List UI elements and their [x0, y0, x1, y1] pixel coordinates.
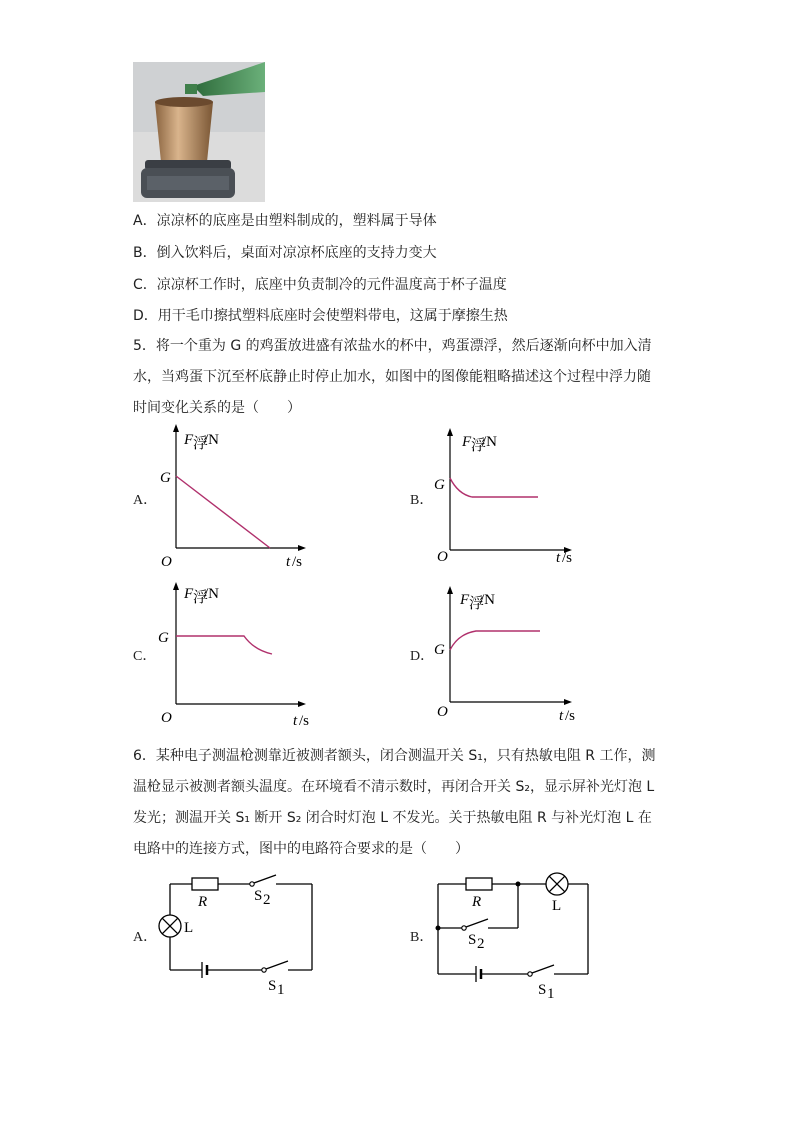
- q5-option-d-label: D．: [410, 649, 435, 664]
- g-mark: G: [434, 477, 445, 493]
- label-s2: S: [254, 888, 263, 904]
- q6-option-a-label: A．: [133, 930, 158, 945]
- x-axis-unit: /s: [292, 554, 303, 570]
- resistor-r: [192, 878, 218, 890]
- g-mark: G: [160, 470, 171, 486]
- label-s2-sub: 2: [263, 892, 271, 908]
- q5-graph-c: [150, 578, 320, 728]
- q5-option-b-label: B．: [410, 493, 434, 508]
- label-r: R: [198, 894, 208, 910]
- q6-circuit-b: [428, 866, 603, 1000]
- x-axis-unit: /s: [562, 550, 573, 566]
- q4-option-c: C．凉凉杯工作时，底座中负责制冷的元件温度高于杯子温度: [133, 277, 507, 293]
- switch-s2: [466, 919, 488, 927]
- q4-option-a: A．凉凉杯的底座是由塑料制成的，塑料属于导体: [133, 213, 437, 229]
- q4-option-d: D．用干毛巾擦拭塑料底座时会使塑料带电，这属于摩擦生热: [133, 308, 508, 324]
- origin-label: O: [437, 549, 448, 565]
- y-axis-label-f: F: [460, 592, 470, 608]
- x-axis-var: t: [559, 708, 564, 724]
- y-axis-label-unit: /N: [480, 592, 495, 608]
- label-l: L: [552, 898, 562, 914]
- label-s2: S: [468, 932, 477, 948]
- label-r: R: [472, 894, 482, 910]
- g-mark: G: [434, 642, 445, 658]
- q5-question-text: 5．将一个重为 G 的鸡蛋放进盛有浓盐水的杯中，鸡蛋漂浮，然后逐渐向杯中加入清水，当鸡蛋下沉至杯底静止时停止加水，如图中的图像能粗略描述这个过程中浮力随时间变化关系的是（ ）: [133, 338, 652, 416]
- x-axis-var: t: [286, 554, 291, 570]
- resistor-r: [466, 878, 492, 890]
- y-axis-label-f: F: [184, 586, 194, 602]
- label-s1: S: [268, 978, 277, 994]
- y-axis-label-sub: 浮: [193, 590, 209, 606]
- q5-graph-d: [428, 582, 588, 727]
- y-axis-label-f: F: [184, 432, 194, 448]
- label-s1: S: [538, 982, 547, 998]
- origin-label: O: [161, 554, 172, 570]
- q6-circuit-a: [150, 866, 330, 996]
- y-axis-label-sub: 浮: [471, 438, 487, 454]
- g-mark: G: [158, 630, 169, 646]
- q4-option-b: B．倒入饮料后，桌面对凉凉杯底座的支持力变大: [133, 245, 437, 261]
- switch-s1: [266, 961, 288, 969]
- y-axis-label-sub: 浮: [469, 596, 485, 612]
- x-axis-var: t: [556, 550, 561, 566]
- q5-option-c-label: C．: [133, 649, 157, 664]
- label-l: L: [184, 920, 194, 936]
- label-s2-sub: 2: [477, 936, 485, 952]
- q6-question-text: 6．某种电子测温枪测靠近被测者额头，闭合测温开关 S₁，只有热敏电阻 R 工作，测温枪显示被测者额头温度。在环境看不清示数时，再闭合开关 S₂，显示屏补光灯泡 L 发光；测温开关 S₁ 断开 S₂ 闭合时灯泡 L 不发光。关于热敏电阻 R 与补光灯泡 L 在电路中的连接方式，图中的电路符合要求的是（ ）: [133, 748, 656, 857]
- x-axis-unit: /s: [299, 713, 310, 728]
- origin-label: O: [437, 704, 448, 720]
- y-axis-label-f: F: [462, 434, 472, 450]
- y-axis-label-unit: /N: [204, 432, 219, 448]
- y-axis-label-unit: /N: [482, 434, 497, 450]
- origin-label: O: [161, 710, 172, 726]
- x-axis-var: t: [293, 713, 298, 728]
- switch-s2: [254, 875, 276, 883]
- cooling-cup-photo: [133, 62, 265, 202]
- y-axis-label-unit: /N: [204, 586, 219, 602]
- q5-graph-b: [428, 422, 588, 567]
- y-axis-label-sub: 浮: [193, 436, 209, 452]
- q5-graph-a: [150, 420, 320, 570]
- q5-option-a-label: A．: [133, 493, 158, 508]
- label-s1-sub: 1: [547, 986, 555, 1000]
- switch-s1: [532, 965, 554, 973]
- label-s1-sub: 1: [277, 982, 285, 996]
- x-axis-unit: /s: [565, 708, 576, 724]
- q6-option-b-label: B．: [410, 930, 434, 945]
